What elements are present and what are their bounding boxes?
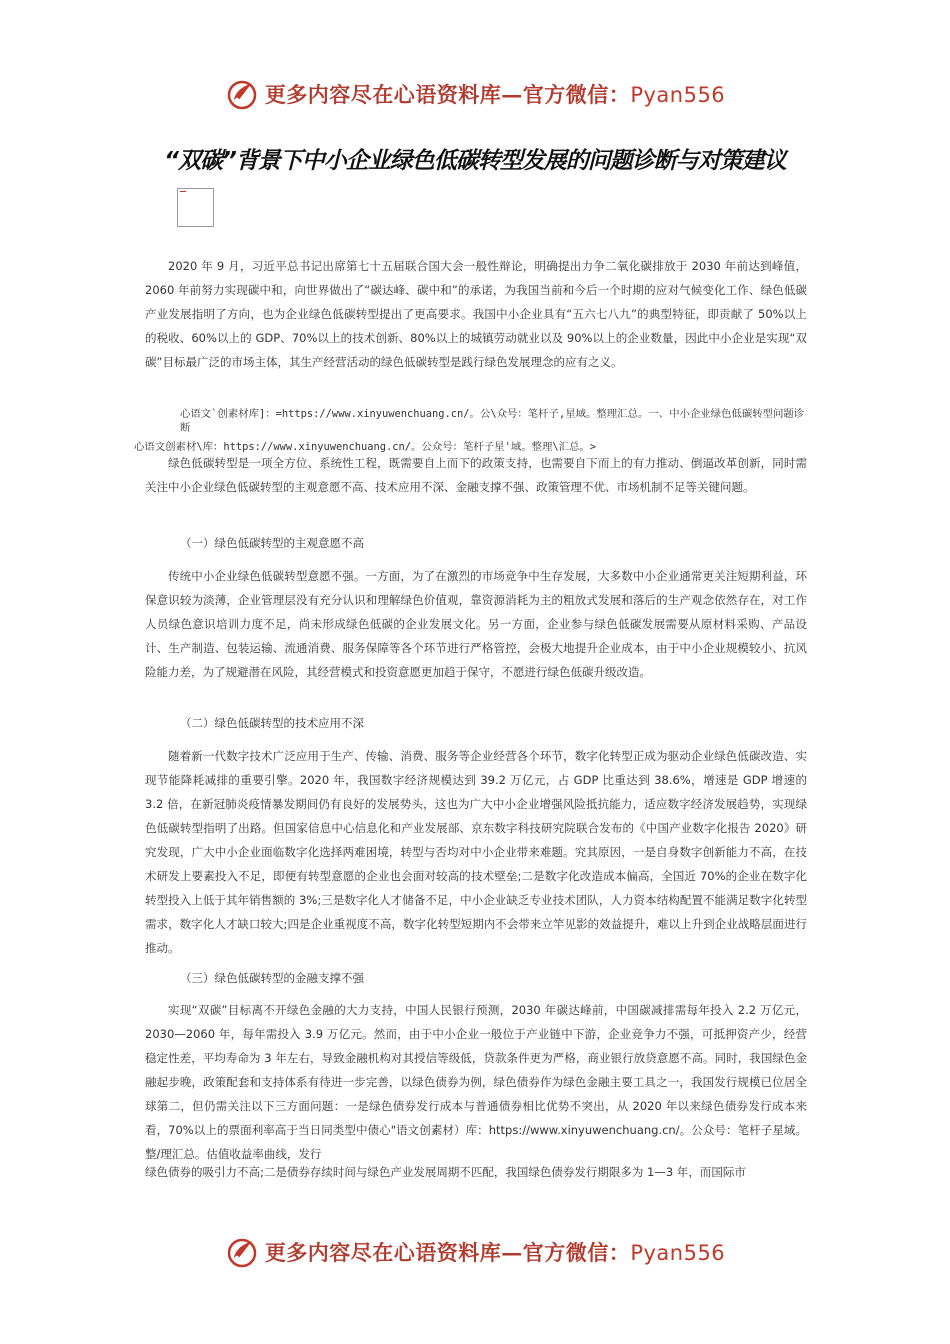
header-banner — [0, 74, 950, 114]
banner-text — [265, 79, 725, 109]
watermark-line-1: 心语文`创素材库]：=https://www.xinyuwenchuang.cn/。公\众号：笔杆子,星域。整理汇总。一、中小企业绿色低碳转型问题诊断 — [180, 408, 805, 434]
banner-label: 更多内容尽在心语资料库—官方微信： — [264, 1240, 631, 1265]
section-heading-3: （三）绿色低碳转型的金融支撑不强 — [180, 971, 364, 985]
wechat-handle: Pyan556 — [630, 83, 726, 107]
paragraph-3: 实现“双碳”目标离不开绿色金融的大力支持，中国人民银行预测，2030 年碳达峰前，中国碳减排需每年投入 2.2 万亿元，2030—2060 年，每年需投入 3.9 万亿元。然而，由于中小企业一般位于产业链中下游，企业竞争力不强，可抵押资产少，经营稳定性差，平均寿命为 3 年左右，导致金融机构对其授信等级低，贷款条件更为严格，商业银行放贷意愿不高。同时，我国绿色金融起步晚，政策配套和支持体系有待进一步完善，以绿色债券为例，绿色债券作为绿色金融主要工具之一，我国发行规模已位居全球第二，但仍需关注以下三方面问题：一是绿色债券发行成本与普通债券相比优势不突出，从 2020 年以来绿色债券发行成本来看，70%以上的票面利率高于当日同类型中债心"语文创素材）库：https://www.xinyuwenchuang.cn/。公众号：笔杆子星域。整/理汇总。估值收益率曲线，发行 — [145, 1003, 807, 1161]
banner-label: 更多内容尽在心语资料库—官方微信： — [264, 82, 631, 107]
paragraph-1: 传统中小企业绿色低碳转型意愿不强。一方面，为了在激烈的市场竞争中生存发展，大多数中小企业通常更关注短期利益，环保意识较为淡薄，企业管理层没有充分认识和理解绿色价值观，靠资源消耗为主的粗放式发展和落后的生产观念依然存在，对工作人员绿色意识培训力度不足，尚未形成绿色低碳的企业发展文化。另一方面，企业参与绿色低碳发展需要从原材料采购、产品设计、生产制造、包装运输、流通消费、服务保障等各个环节进行严格管控，会极大地提升企业成本，由于中小企业规模较小、抗风险能力差，为了规避潜在风险，其经营模式和投资意愿更加趋于保守，不愿进行绿色低碳升级改造。 — [145, 569, 807, 679]
wechat-handle: Pyan556 — [630, 1241, 726, 1265]
section-heading-2: （二）绿色低碳转型的技术应用不深 — [180, 716, 364, 730]
watermark-line-2: 心语文创素材\库：https://www.xinyuwenchuang.cn/。公众号：笔杆子星'域。整理\汇总。> — [134, 441, 597, 453]
image-placeholder-icon — [177, 188, 214, 227]
section-heading-1: （一）绿色低碳转型的主观意愿不高 — [180, 536, 364, 550]
brand-logo-icon — [225, 77, 259, 111]
section-intro-paragraph: 绿色低碳转型是一项全方位、系统性工程，既需要自上而下的政策支持，也需要自下而上的有力推动、倒逼改革创新，同时需关注中小企业绿色低碳转型的主观意愿不高、技术应用不深、金融支撑不强、政策管理不优、市场机制不足等关键问题。 — [145, 456, 807, 494]
intro-paragraph: 2020 年 9 月，习近平总书记出席第七十五届联合国大会一般性辩论，明确提出力争二氧化碳排放于 2030 年前达到峰值，2060 年前努力实现碳中和，向世界做出了“碳达峰、碳中和”的承诺，为我国当前和今后一个时期的应对气候变化工作、绿色低碳产业发展指明了方向，也为企业绿色低碳转型提出了更高要求。我国中小企业具有“五六七八九”的典型特征，即贡献了 50%以上的税收、60%以上的 GDP、70%以上的技术创新、80%以上的城镇劳动就业以及 90%以上的企业数量，因此中小企业是实现“双碳”目标最广泛的市场主体，其生产经营活动的绿色低碳转型是践行绿色发展理念的应有之义。 — [145, 259, 807, 369]
document-title: “双碳”背景下中小企业绿色低碳转型发展的问题诊断与对策建议 — [164, 148, 786, 174]
paragraph-3-continued: 绿色债券的吸引力不高;二是债券存续时间与绿色产业发展周期不匹配，我国绿色债券发行期限多为 1—3 年，而国际市 — [145, 1165, 746, 1179]
brand-logo-icon — [225, 1235, 259, 1269]
paragraph-2: 随着新一代数字技术广泛应用于生产、传输、消费、服务等企业经营各个环节，数字化转型正成为驱动企业绿色低碳改造、实现节能降耗减排的重要引擎。2020 年，我国数字经济规模达到 39.2 万亿元，占 GDP 比重达到 38.6%，增速是 GDP 增速的 3.2 倍，在新冠肺炎疫情暴发期间仍有良好的发展势头，这也为广大中小企业增强风险抵抗能力，适应数字经济发展趋势，实现绿色低碳转型指明了出路。但国家信息中心信息化和产业发展部、京东数字科技研究院联合发布的《中国产业数字化报告 2020》研究发现，广大中小企业面临数字化选择两难困境，转型与否均对中小企业带来难题。究其原因，一是自身数字创新能力不高，在技术研发上要素投入不足，即便有转型意愿的企业也会面对较高的技术壁垒;二是数字化改造成本偏高，全国近 70%的企业在数字化转型投入上低于其年销售额的 3%;三是数字化人才储备不足，中小企业缺乏专业技术团队，人力资本结构配置不能满足数字化转型需求，数字化人才缺口较大;四是企业重视度不高，数字化转型短期内不会带来立竿见影的效益提升，难以上升到企业战略层面进行推动。 — [145, 749, 807, 955]
banner-text — [265, 1237, 725, 1267]
footer-banner — [0, 1232, 950, 1272]
